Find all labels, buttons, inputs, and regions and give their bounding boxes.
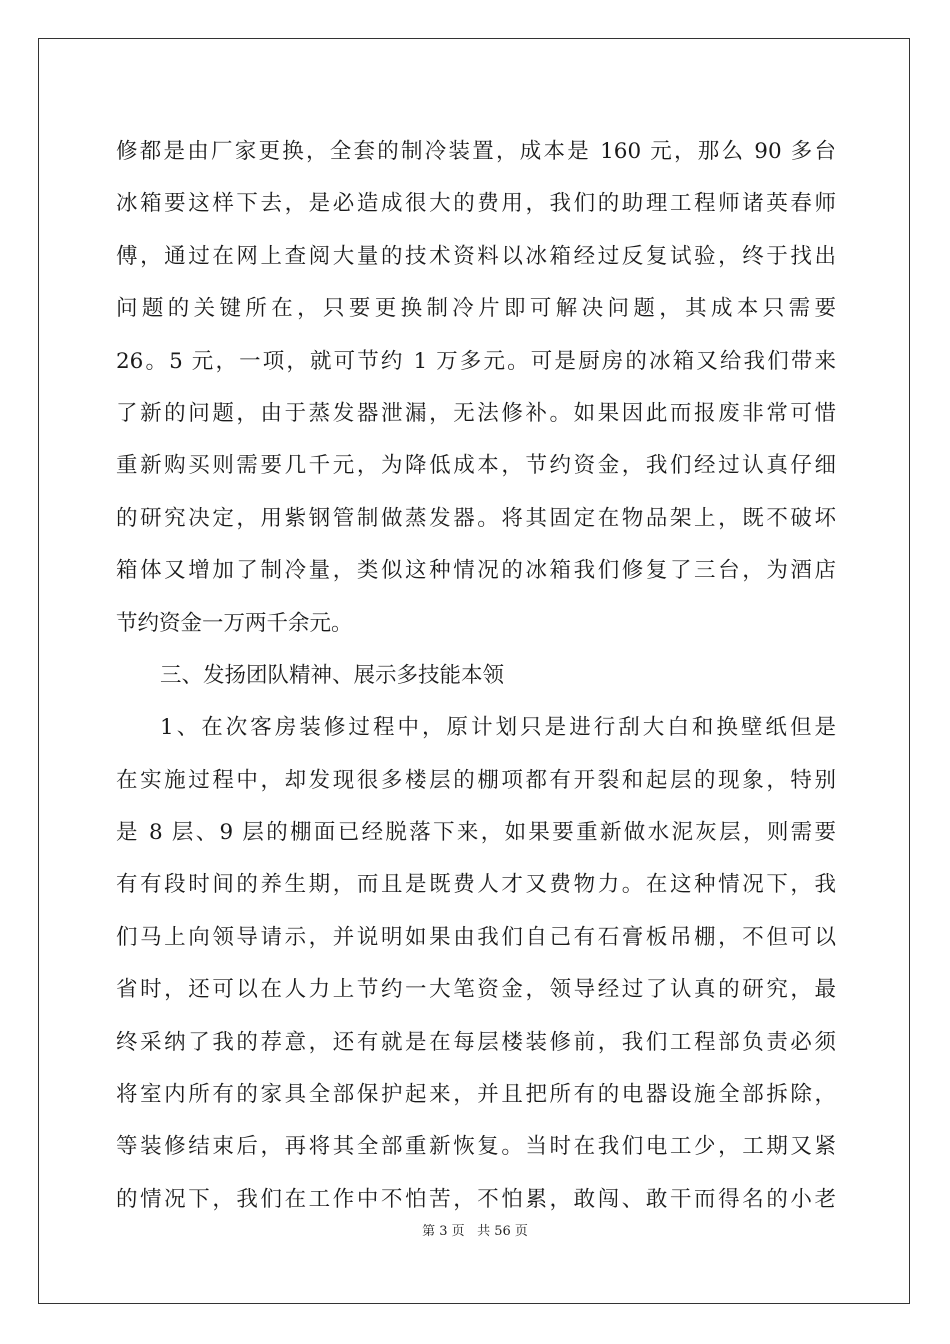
text-line: 问题的关键所在，只要更换制冷片即可解决问题，其成本只需要 <box>116 296 836 322</box>
text-line: 的情况下，我们在工作中不怕苦，不怕累，敢闯、敢干而得名的小老 <box>116 1186 836 1212</box>
text-line: 有有段时间的养生期，而且是既费人才又费物力。在这种情况下，我 <box>116 872 836 898</box>
page-number: 第 3 页 <box>422 1224 465 1239</box>
text-line: 将室内所有的家具全部保护起来，并且把所有的电器设施全部拆除， <box>116 1082 836 1108</box>
text-line: 省时，还可以在人力上节约一大笔资金，领导经过了认真的研究，最 <box>116 977 836 1003</box>
text-line: 节约资金一万两千余元。 <box>116 610 353 636</box>
text-line: 冰箱要这样下去，是必造成很大的费用，我们的助理工程师诸英春师 <box>116 191 836 217</box>
text-line: 重新购买则需要几千元，为降低成本，节约资金，我们经过认真仔细 <box>116 453 836 479</box>
text-line: 在实施过程中，却发现很多楼层的棚项都有开裂和起层的现象，特别 <box>116 767 836 793</box>
text-line: 的研究决定，用紫钢管制做蒸发器。将其固定在物品架上，既不破坏 <box>116 505 836 531</box>
page-total: 共 56 页 <box>477 1224 528 1239</box>
page-footer <box>0 1220 950 1239</box>
document-body <box>116 126 836 1226</box>
section-heading: 三、发扬团队精神、展示多技能本领 <box>160 662 505 688</box>
text-line: 傅，通过在网上查阅大量的技术资料以冰箱经过反复试验，终于找出 <box>116 243 836 269</box>
text-line: 26。5 元，一项，就可节约 1 万多元。可是厨房的冰箱又给我们带来 <box>116 348 836 374</box>
text-line: 们马上向领导请示，并说明如果由我们自己有石膏板吊棚，不但可以 <box>116 924 836 950</box>
text-line: 箱体又增加了制冷量，类似这种情况的冰箱我们修复了三台，为酒店 <box>116 558 836 584</box>
text-line: 修都是由厂家更换，全套的制冷装置，成本是 160 元，那么 90 多台 <box>116 139 836 164</box>
text-line: 1、在次客房装修过程中，原计划只是进行刮大白和换壁纸但是 <box>160 715 836 741</box>
text-line: 终采纳了我的荐意，还有就是在每层楼装修前，我们工程部负责必须 <box>116 1029 836 1055</box>
text-line: 是 8 层、9 层的棚面已经脱落下来，如果要重新做水泥灰层，则需要 <box>116 820 836 846</box>
text-line: 等装修结束后，再将其全部重新恢复。当时在我们电工少，工期又紧 <box>116 1134 836 1160</box>
text-line: 了新的问题，由于蒸发器泄漏，无法修补。如果因此而报废非常可惜 <box>116 400 836 426</box>
